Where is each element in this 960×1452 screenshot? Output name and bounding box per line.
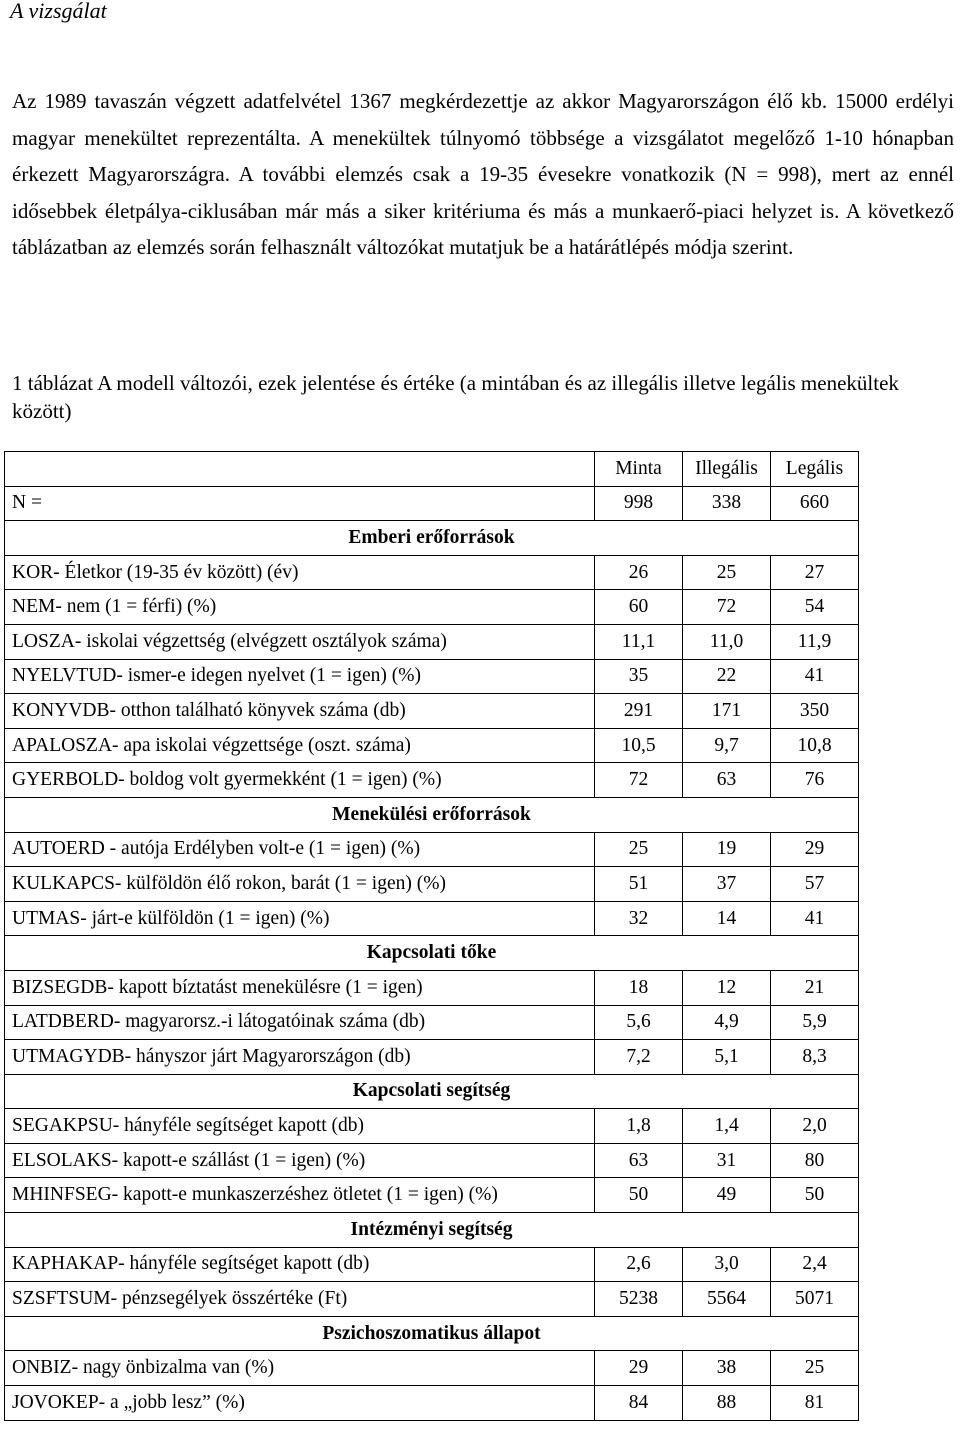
cell-illegalis: 31 [683, 1143, 771, 1178]
row-label: KAPHAKAP- hányféle segítséget kapott (db) [5, 1247, 595, 1282]
cell-minta: 50 [595, 1178, 683, 1213]
cell-minta: 7,2 [595, 1040, 683, 1075]
table-row [5, 970, 859, 1005]
table-row [5, 1005, 859, 1040]
cell-illegalis: 38 [683, 1351, 771, 1386]
cell-legalis: 660 [771, 486, 859, 521]
section-row [5, 936, 859, 971]
table-row [5, 1143, 859, 1178]
cell-minta: 2,6 [595, 1247, 683, 1282]
cell-legalis: 76 [771, 763, 859, 798]
table-row [5, 555, 859, 590]
cell-legalis: 81 [771, 1386, 859, 1421]
cell-legalis: 11,9 [771, 624, 859, 659]
table-row [5, 1282, 859, 1317]
table-row [5, 901, 859, 936]
cell-minta: 998 [595, 486, 683, 521]
row-label: BIZSEGDB- kapott bíztatást menekülésre (1 = igen) [5, 970, 595, 1005]
cell-minta: 26 [595, 555, 683, 590]
cell-minta: 5238 [595, 1282, 683, 1317]
cell-legalis: 80 [771, 1143, 859, 1178]
cell-minta: 84 [595, 1386, 683, 1421]
cell-illegalis: 19 [683, 832, 771, 867]
cell-legalis: 27 [771, 555, 859, 590]
cell-illegalis: 5,1 [683, 1040, 771, 1075]
row-label: KONYVDB- otthon található könyvek száma (db) [5, 694, 595, 729]
section-title: Emberi erőforrások [5, 521, 859, 556]
table-row [5, 1040, 859, 1075]
row-label: UTMAS- járt-e külföldön (1 = igen) (%) [5, 901, 595, 936]
section-row [5, 521, 859, 556]
table-row [5, 832, 859, 867]
row-label: APALOSZA- apa iskolai végzettsége (oszt. száma) [5, 728, 595, 763]
section-row [5, 1074, 859, 1109]
row-label: LATDBERD- magyarorsz.-i látogatóinak száma (db) [5, 1005, 595, 1040]
cell-minta: 5,6 [595, 1005, 683, 1040]
row-label: JOVOKEP- a „jobb lesz” (%) [5, 1386, 595, 1421]
cell-illegalis: 63 [683, 763, 771, 798]
table-row [5, 659, 859, 694]
row-label: AUTOERD - autója Erdélyben volt-e (1 = igen) (%) [5, 832, 595, 867]
row-label: KOR- Életkor (19-35 év között) (év) [5, 555, 595, 590]
table-row [5, 728, 859, 763]
cell-illegalis: 14 [683, 901, 771, 936]
table-row [5, 1351, 859, 1386]
cell-illegalis: 4,9 [683, 1005, 771, 1040]
cell-legalis: 54 [771, 590, 859, 625]
cell-illegalis: 3,0 [683, 1247, 771, 1282]
cell-legalis: 10,8 [771, 728, 859, 763]
cell-minta: 63 [595, 1143, 683, 1178]
cell-minta: 11,1 [595, 624, 683, 659]
section-title: Pszichoszomatikus állapot [5, 1316, 859, 1351]
table-row [5, 1386, 859, 1421]
cell-illegalis: 9,7 [683, 728, 771, 763]
row-label: GYERBOLD- boldog volt gyermekként (1 = igen) (%) [5, 763, 595, 798]
row-label: LOSZA- iskolai végzettség (elvégzett osztályok száma) [5, 624, 595, 659]
section-title: Intézményi segítség [5, 1213, 859, 1248]
table-row [5, 1247, 859, 1282]
section-title: Kapcsolati tőke [5, 936, 859, 971]
cell-legalis: 29 [771, 832, 859, 867]
section-row [5, 1316, 859, 1351]
cell-illegalis: 11,0 [683, 624, 771, 659]
cell-illegalis: 1,4 [683, 1109, 771, 1144]
row-label: SZSFTSUM- pénzsegélyek összértéke (Ft) [5, 1282, 595, 1317]
column-header-illegalis: Illegális [683, 452, 771, 487]
cell-minta: 32 [595, 901, 683, 936]
cell-illegalis: 37 [683, 867, 771, 902]
table-row [5, 1178, 859, 1213]
cell-legalis: 21 [771, 970, 859, 1005]
cell-minta: 72 [595, 763, 683, 798]
row-label: NEM- nem (1 = férfi) (%) [5, 590, 595, 625]
header-blank-cell [5, 452, 595, 487]
row-label: NYELVTUD- ismer-e idegen nyelvet (1 = igen) (%) [5, 659, 595, 694]
cell-legalis: 41 [771, 659, 859, 694]
variables-table [4, 451, 859, 1421]
cell-illegalis: 49 [683, 1178, 771, 1213]
section-title: Menekülési erőforrások [5, 797, 859, 832]
table-row [5, 867, 859, 902]
row-label: UTMAGYDB- hányszor járt Magyarországon (db) [5, 1040, 595, 1075]
row-label: ONBIZ- nagy önbizalma van (%) [5, 1351, 595, 1386]
cell-illegalis: 72 [683, 590, 771, 625]
row-label: SEGAKPSU- hányféle segítséget kapott (db) [5, 1109, 595, 1144]
table-row [5, 590, 859, 625]
table-header-row [5, 452, 859, 487]
cell-legalis: 5,9 [771, 1005, 859, 1040]
column-header-legalis: Legális [771, 452, 859, 487]
row-label: N = [5, 486, 595, 521]
table-row [5, 763, 859, 798]
cell-illegalis: 5564 [683, 1282, 771, 1317]
table-row-n [5, 486, 859, 521]
variables-table-body [5, 452, 859, 1421]
cell-legalis: 8,3 [771, 1040, 859, 1075]
cell-minta: 29 [595, 1351, 683, 1386]
cell-illegalis: 22 [683, 659, 771, 694]
cell-legalis: 50 [771, 1178, 859, 1213]
cell-illegalis: 88 [683, 1386, 771, 1421]
cell-minta: 25 [595, 832, 683, 867]
cell-legalis: 2,0 [771, 1109, 859, 1144]
cell-illegalis: 12 [683, 970, 771, 1005]
row-label: MHINFSEG- kapott-e munkaszerzéshez ötletet (1 = igen) (%) [5, 1178, 595, 1213]
cell-legalis: 350 [771, 694, 859, 729]
cell-illegalis: 25 [683, 555, 771, 590]
row-label: KULKAPCS- külföldön élő rokon, barát (1 = igen) (%) [5, 867, 595, 902]
cell-minta: 60 [595, 590, 683, 625]
section-heading: A vizsgálat [10, 0, 107, 23]
section-row [5, 797, 859, 832]
table-caption: 1 táblázat A modell változói, ezek jelentése és értéke (a mintában és az illegális illetve legális menekültek között) [12, 371, 899, 423]
intro-paragraph: Az 1989 tavaszán végzett adatfelvétel 1367 megkérdezettje az akkor Magyarországon élő kb. 15000 erdélyi magyar menekültet reprezentálta. A menekültek túlnyomó többsége a vizsgálatot megelőző 1-10 hónapban érkezett Magyarországra. A további elemzés csak a 19-35 évesekre vonatkozik (N = 998), mert az ennél idősebbek életpálya-ciklusában már más a siker kritériuma és más a munkaerő-piaci helyzet is. A következő táblázatban az elemzés során felhasznált változókat mutatjuk be a határátlépés módja szerint. [12, 89, 954, 260]
cell-minta: 51 [595, 867, 683, 902]
cell-illegalis: 171 [683, 694, 771, 729]
cell-minta: 18 [595, 970, 683, 1005]
cell-legalis: 41 [771, 901, 859, 936]
table-row [5, 1109, 859, 1144]
section-title: Kapcsolati segítség [5, 1074, 859, 1109]
cell-illegalis: 338 [683, 486, 771, 521]
cell-minta: 35 [595, 659, 683, 694]
section-row [5, 1213, 859, 1248]
cell-minta: 291 [595, 694, 683, 729]
table-row [5, 694, 859, 729]
cell-legalis: 5071 [771, 1282, 859, 1317]
cell-legalis: 57 [771, 867, 859, 902]
cell-legalis: 25 [771, 1351, 859, 1386]
table-row [5, 624, 859, 659]
column-header-minta: Minta [595, 452, 683, 487]
cell-legalis: 2,4 [771, 1247, 859, 1282]
row-label: ELSOLAKS- kapott-e szállást (1 = igen) (%) [5, 1143, 595, 1178]
cell-minta: 10,5 [595, 728, 683, 763]
cell-minta: 1,8 [595, 1109, 683, 1144]
